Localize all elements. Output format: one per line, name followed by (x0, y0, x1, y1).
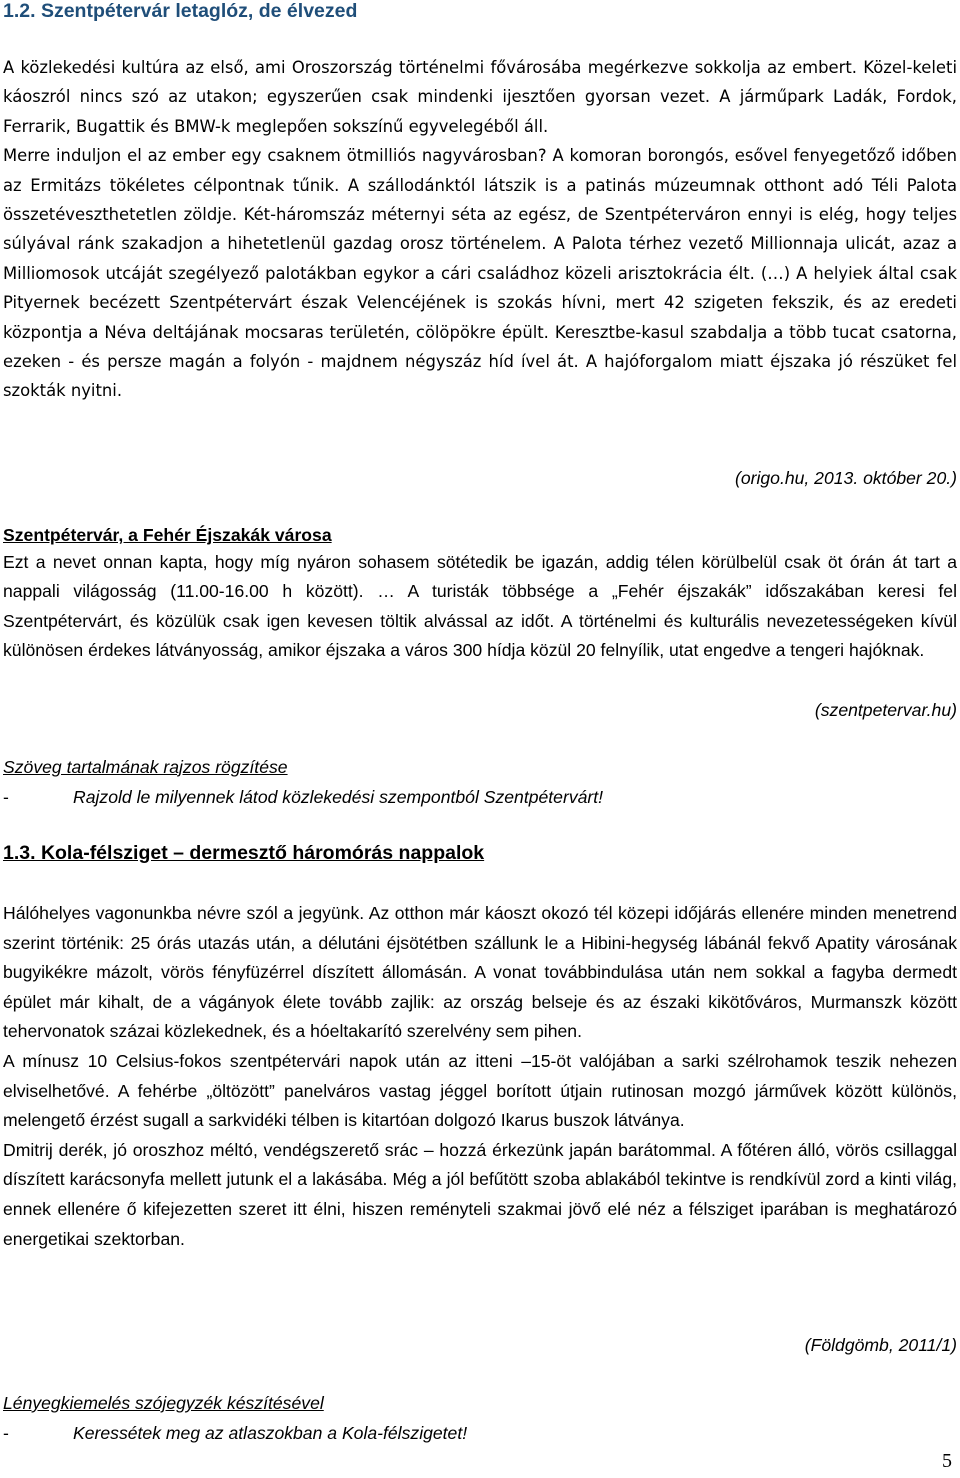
task-item-glossary (3, 1422, 467, 1444)
paragraph-train: Hálóhelyes vagonunkba névre szól a jegyünk. Az otthon már káoszt okozó tél közepi időjárás ellenére minden menetrend szerint történik: 25 órás utazás után, a délutáni éjsötétben szállunk le a Hibini-hegység lábánál fekvő Apatity városának bugyikékre mázolt, vörös fényfüzérrel díszített állomásán. A vonat továbbindulása után nem sokkal a fagyba dermedt épület már kihalt, de a vágányok élete tovább zajlik: az ország belseje és az északi kikötőváros, Murmanszk között tehervonatok százai közlekednek, és a hóeltakarító szerelvény sem pihen. (3, 903, 957, 1042)
source-origo: (origo.hu, 2013. október 20.) (734, 468, 957, 488)
page-number: 5 (942, 1450, 952, 1472)
source-foldgomb: (Földgömb, 2011/1) (804, 1335, 957, 1355)
paragraph-cold: A mínusz 10 Celsius-fokos szentpétervári napok után az itteni –15-öt valójában a sarki szélrohamok teszik nehezen elviselhetővé. A fehérbe „öltözött” panelváros vastag jéggel borított útjain rutinosan mozgó járművek között különös, melengető érzést sugall a sarkvidéki télben is kitartóan dolgozó Ikarus buszok látványa. (3, 1050, 957, 1131)
source-szentpetervar: (szentpetervar.hu) (814, 700, 957, 720)
task-title-glossary: Lényegkiemelés szójegyzék készítésével (3, 1393, 324, 1413)
list-dash: - (3, 787, 9, 807)
list-dash: - (3, 1423, 9, 1443)
paragraph-hermitage: Merre induljon el az ember egy csaknem ötmilliós nagyvárosban? A komoran borongós, esővel fenyegetőző időben az Ermitázs tökéletes célpontnak tűnik. A szállodánktól látszik is a patinás múzeumnak otthont adó Téli Palota összetéveszthetetlen zöldje. Két-háromszáz méternyi séta az egész, de Szentpéterváron ennyi is elég, hogy teljes súlyával ránk szakadjon a hihetetlenül gazdag orosz történelem. A Palota térhez vezető Millionnaja ulicát, azaz a Milliomosok utcáját szegélyező palotákban egykor a cári családhoz közeli arisztokrácia élt. (…) A helyiek által csak Pityernek becézett Szentpétervárt észak Velencéjének is szokás hívni, mert 42 szigeten fekszik, és az eredeti központja a Néva deltájának mocsaras területén, cölöpökre épült. Keresztbe-kasul szabdalja a több tucat csatorna, ezeken - és persze magán a folyón - majdnem négyszáz híd ível át. A hajóforgalom miatt éjszaka jó részüket fel szokták nyitni. (3, 146, 957, 401)
paragraph-white-nights: Ezt a nevet onnan kapta, hogy míg nyáron sohasem sötétedik be igazán, addig télen körülbelül csak öt órán át tart a nappali világosság (11.00-16.00 h között). … A turisták többsége a „Fehér éjszakák” időszakában keresi fel Szentpétervárt, és közülük csak igen kevesen töltik alvással az időt. A történelmi és kulturális nevezetességeken kívül különösen érdekes látványosság, amikor éjszaka a város 300 hídja közül 20 felnyílik, utat engedve a tengeri hajóknak. (3, 552, 957, 661)
section-title-1-3 (3, 842, 484, 864)
section-title-1-3-text: 1.3. Kola-félsziget – dermesztő háromórás nappalok (3, 842, 485, 864)
white-nights-body (3, 548, 957, 666)
subheading-white-nights: Szentpétervár, a Fehér Éjszakák városa (3, 525, 332, 545)
section-title-1-2: 1.2. Szentpétervár letaglóz, de élvezed (3, 0, 358, 22)
section-1-3-body (3, 899, 957, 1254)
task-text-drawing: Rajzold le milyennek látod közlekedési szempontból Szentpétervárt! (73, 787, 604, 807)
task-text-glossary: Keressétek meg az atlaszokban a Kola-félszigetet! (73, 1423, 468, 1443)
section-1-2-body (3, 53, 957, 406)
paragraph-traffic: A közlekedési kultúra az első, ami Oroszország történelmi fővárosába megérkezve sokkolja az embert. Közel-keleti káoszról nincs szó az utakon; egyszerűen csak mindenki ijesztően gyorsan vezet. A járműpark Ladák, Fordok, Ferrarik, Bugattik és BMW-k meglepően sokszínű egyvelegéből áll. (3, 58, 957, 136)
task-item-drawing (3, 786, 603, 808)
task-title-drawing: Szöveg tartalmának rajzos rögzítése (3, 757, 288, 777)
paragraph-dmitrij: Dmitrij derék, jó oroszhoz méltó, vendégszerető srác – hozzá érkezünk japán barátommal. A főtéren álló, vörös csillaggal díszített karácsonyfa mellett jutunk el a lakásába. Még a jól befűtött szoba ablakából tekintve is rendkívül zord a kinti világ, ennek ellenére ő kifejezetten szeret itt élni, hiszen reményteli szakmai jövő elé néz a félsziget iparában is meghatározó energetikai szektorban. (3, 1139, 957, 1249)
